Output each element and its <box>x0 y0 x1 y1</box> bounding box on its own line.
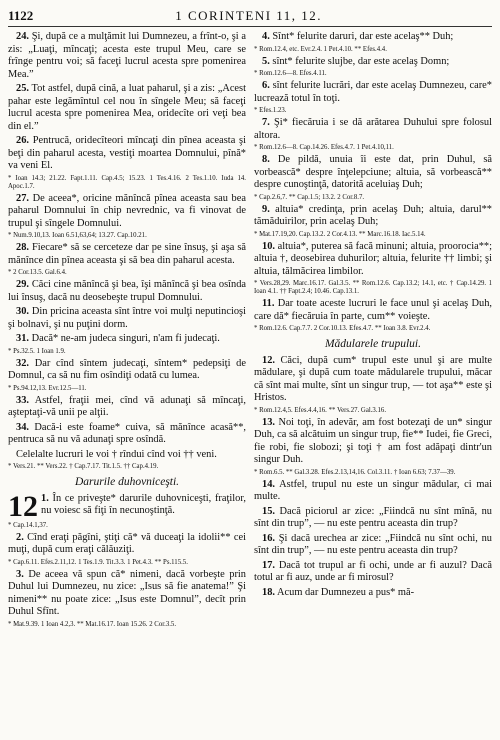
cross-reference: * Rom.12.6—8. Efes.4.11. <box>254 70 327 77</box>
verse-number: 6. <box>262 80 270 91</box>
verse <box>41 493 246 519</box>
verse-number: 7. <box>262 117 270 128</box>
verse-text: Fiecare* să se cerceteze dar pe sine însuş, şi aşa să mănînce din pînea aceasta şi să bea din paharul acesta. <box>8 242 246 266</box>
verse-text: De aceea vă spun că* nimeni, dacă vorbeşte prin Duhul lui Dumnezeu, nu zice: „Isus să fie anatema!” Şi nimeni** nu poate zice: „Isus este Domnul”, decît prin Duhul Sfînt. <box>8 568 246 617</box>
verse <box>8 242 246 267</box>
verse-number: 29. <box>16 279 29 290</box>
verse <box>254 117 492 142</box>
verse-text: Cînd eraţi păgîni, ştiţi că* vă duceaţi la idolii** cei muţi, după cum eraţi călăuziţi. <box>8 531 246 555</box>
text-columns <box>8 31 492 631</box>
left-column <box>8 31 246 631</box>
right-column <box>254 31 492 631</box>
verse-number: 16. <box>262 532 275 544</box>
chapter-start <box>8 489 246 523</box>
cross-reference: * Vers.21. ** Vers.22. † Cap.7.17. Tit.1.5. †† Cap.4.19. <box>8 463 159 470</box>
verse-text: Celelalte lucruri le voi † rîndui cînd voi †† veni. <box>16 448 217 460</box>
verse-number: 17. <box>262 559 275 571</box>
verse <box>8 135 246 173</box>
verse-text: Şi dacă urechea ar zice: „Fiindcă nu sînt ochi, nu sînt din trup”, — nu este pentru aceasta din trup? <box>254 532 492 556</box>
cross-reference: * Vers.28,29. Marc.16.17. Gal.3.5. ** Rom.12.6. Cap.13.2; 14.1, etc. † Cap.14.29. 1 Ioan 4.1. †† Fapt.2.4; 10.46. Cap.13.1. <box>254 280 492 295</box>
verse-text: Acum dar Dumnezeu a pus* mă- <box>277 586 415 598</box>
verse <box>254 417 492 467</box>
page-number: 1122 <box>8 8 34 23</box>
verse <box>254 241 492 279</box>
cross-reference: * Mat.17.19,20. Cap.13.2. 2 Cor.4.13. ** Marc.16.18. Iac.5.14. <box>254 230 426 238</box>
cross-reference: * Num.9.10,13. Ioan 6.51,63,64; 13.27. Cap.10.21. <box>8 232 147 239</box>
verse-text: Dar toate aceste lucruri le face unul şi acelaş Duh, care dă* fiecăruia în parte, cum** voieşte. <box>254 298 492 322</box>
cross-reference: * Ps.32.5. 1 Ioan 1.9. <box>8 347 66 355</box>
verse <box>254 298 492 323</box>
section-heading: Darurile duhovniceşti. <box>74 476 180 488</box>
verse <box>254 355 492 405</box>
verse-number: 3. <box>16 568 24 580</box>
verse <box>8 31 246 81</box>
verse <box>8 449 246 462</box>
verse <box>254 80 492 105</box>
verse <box>254 560 492 585</box>
verse-text: altuia*, puterea să facă minuni; altuia, proorocia**; altuia †, deosebirea duhurilor; altuia, felurite †† limbi; şi altuia, tălmăcirea limbilor. <box>254 240 492 277</box>
verse <box>8 569 246 619</box>
cross-reference: * Rom.12.6. Cap.7.7. 2 Cor.10.13. Efes.4.7. ** Ioan 3.8. Evr.2.4. <box>254 325 431 332</box>
verse-number: 10. <box>262 240 275 252</box>
verse-number: 25. <box>16 83 29 94</box>
verse-number: 4. <box>262 31 270 42</box>
verse-text: Pentrucă, oridecîteori mîncaţi din pînea aceasta şi beţi din paharul acesta, vestiţi moartea Domnului, pînă* va veni El. <box>8 135 246 171</box>
verse-number: 15. <box>262 505 275 517</box>
verse-text: Noi toţi, în adevăr, am fost botezaţi de un* singur Duh, ca să alcătuim un singur trup, fie** Iudei, fie Greci, fie robi, fie slobozi; şi toţi † am fost adăpaţi dintr'un singur Duh. <box>254 416 492 465</box>
cross-reference: * Ps.94.12,13. Evr.12.5—11. <box>8 384 87 392</box>
verse-text: Şi, după ce a mulţămit lui Dumnezeu, a frînt-o, şi a zis: „Luaţi, mîncaţi; acesta este trupul Meu, care se frînge pentru voi; să faceţi lucrul acesta spre pomenirea Mea.” <box>8 31 246 80</box>
verse <box>8 83 246 133</box>
verse-text: Dacă tot trupul ar fi ochi, unde ar fi auzul? Dacă totul ar fi auz, unde ar fi mirosul? <box>254 559 492 583</box>
cross-reference: * Mat.9.39. 1 Ioan 4.2,3. ** Mat.16.17. Ioan 15.26. 2 Cor.3.5. <box>8 620 177 628</box>
cross-reference: * Rom.6.5. ** Gal.3.28. Efes.2.13,14,16. Col.3.11. † Ioan 6.63; 7.37—39. <box>254 468 456 476</box>
verse-text: Dacă piciorul ar zice: „Fiindcă nu sînt mînă, nu sînt din trup”, — nu este pentru aceasta din trup? <box>254 505 492 529</box>
verse-text: sînt felurite lucrări, dar este acelaş Dumnezeu, care* lucrează totul în toţi. <box>254 80 492 104</box>
verse-number: 26. <box>16 135 29 146</box>
verse <box>8 395 246 420</box>
verse-text: Tot astfel, după cină, a luat paharul, şi a zis: „Acest pahar este legămîntul cel nou în sîngele Meu; să faceţi lucrul acesta spre pomenirea Mea, oridecîte ori veţi bea din el.” <box>8 83 246 132</box>
verse <box>254 533 492 558</box>
verse-number: 1. <box>41 492 49 504</box>
verse-text: Astfel, fraţii mei, cînd vă adunaţi să mîncaţi, aşteptaţi-vă unii pe alţii. <box>8 394 246 418</box>
verse-text: Şi* fiecăruia i se dă arătarea Duhului spre folosul altora. <box>254 117 492 141</box>
verse-number: 2. <box>16 531 24 543</box>
verse-text: De aceea*, oricine mănîncă pînea aceasta sau bea paharul Domnului în chip nevrednic, va fi vinovat de trupul şi sîngele Domnului. <box>8 192 246 229</box>
verse <box>254 154 492 192</box>
verse <box>254 31 492 44</box>
verse-text: Sînt* felurite daruri, dar este acelaş** Duh; <box>272 31 454 42</box>
verse-number: 5. <box>262 55 270 67</box>
cross-reference: * Cap.2.6,7. ** Cap.1.5; 13.2. 2 Cor.8.7. <box>254 193 365 201</box>
verse-text: Astfel, trupul nu este un singur mădular, ci mai multe. <box>254 478 492 502</box>
cross-reference: * Rom.12.4, etc. Evr.2.4. 1 Pet.4.10. ** Efes.4.4. <box>254 45 387 53</box>
verse-number: 27. <box>16 192 29 204</box>
verse-text: Căci cine mănîncă şi bea, îşi mănîncă şi bea osînda lui însuş, dacă nu deosebeşte trupul Domnului. <box>8 279 246 303</box>
verse-number: 28. <box>16 242 29 253</box>
verse-number: 18. <box>262 586 275 598</box>
verse-number: 32. <box>16 357 29 369</box>
verse-text: altuia* credinţa, prin acelaş Duh; altuia, darul** tămăduirilor, prin acelaş Duh; <box>254 203 492 227</box>
cross-reference: * Rom.12.4,5. Efes.4.4,16. ** Vers.27. Gal.3.16. <box>254 406 387 414</box>
cross-reference: * Rom.12.6—8. Cap.14.26. Efes.4.7. 1 Pet.4.10,11. <box>254 144 394 151</box>
verse-number: 12. <box>262 354 275 366</box>
verse-text: Căci, după cum* trupul este unul şi are multe mădulare, şi după cum toate mădularele trupului, măcar că sînt mai multe, sînt un singur trup, — tot aşa** este şi Hristos. <box>254 354 492 403</box>
page-header <box>8 8 492 27</box>
verse <box>8 422 246 447</box>
verse-number: 13. <box>262 416 275 428</box>
verse-number: 14. <box>262 478 275 490</box>
cross-reference: * 2 Cor.13.5. Gal.6.4. <box>8 269 67 276</box>
verse <box>254 204 492 229</box>
verse-text: Dar cînd sîntem judecaţi, sîntem* pedepsiţi de Domnul, ca să nu fim osîndiţi odată cu lumea. <box>8 357 246 381</box>
verse-text: sînt* felurite slujbe, dar este acelaş Domn; <box>272 55 450 67</box>
cross-reference: * Cap.6.11. Efes.2.11,12. 1 Tes.1.9. Tit.3.3. 1 Pet.4.3. ** Ps.115.5. <box>8 558 188 566</box>
verse-number: 34. <box>16 421 29 433</box>
cross-reference: * Ioan 14.3; 21.22. Fapt.1.11. Cap.4.5; 15.23. 1 Tes.4.16. 2 Tes.1.10. Iuda 14. Apoc.1.7. <box>8 174 246 190</box>
verse-number: 9. <box>262 203 270 215</box>
verse-text: În ce priveşte* darurile duhovniceşti, fraţilor, nu voiesc să fiţi în necunoştinţă. <box>41 492 246 516</box>
verse-number: 31. <box>16 333 29 344</box>
verse <box>8 532 246 557</box>
verse <box>254 587 492 600</box>
verse <box>254 506 492 531</box>
verse <box>254 56 492 69</box>
chapter-number: 12 <box>8 489 38 523</box>
verse-text: De pildă, unuia îi este dat, prin Duhul, să vorbească* despre înţelepciune; altuia, să vorbească** despre cunoştinţă, datorită aceluiaş Duh; <box>254 154 492 190</box>
verse-number: 8. <box>262 154 270 165</box>
verse-text: Dacă-i este foame* cuiva, să mănînce acasă**, pentruca să nu vă adunaţi spre osîndă. <box>8 421 246 445</box>
cross-reference: * Efes.1.23. <box>254 107 287 114</box>
verse <box>8 306 246 331</box>
verse-number: 24. <box>16 31 29 42</box>
verse <box>8 193 246 231</box>
verse-number: 11. <box>262 298 275 309</box>
verse <box>8 358 246 383</box>
section-heading: Mădularele trupului. <box>324 338 422 350</box>
verse <box>254 479 492 504</box>
verse-number: 30. <box>16 306 29 317</box>
cross-reference: * Cap.14.1,37. <box>8 521 48 529</box>
verse <box>8 333 246 346</box>
verse-text: Dacă* ne-am judeca singuri, n'am fi judecaţi. <box>31 333 220 344</box>
running-title: 1 CORINTENI 11, 12. <box>175 8 323 23</box>
verse <box>8 279 246 304</box>
verse-number: 33. <box>16 394 29 406</box>
verse-text: Din pricina aceasta sînt între voi mulţi neputincioşi şi bolnavi, şi nu puţini dorm. <box>8 306 246 330</box>
